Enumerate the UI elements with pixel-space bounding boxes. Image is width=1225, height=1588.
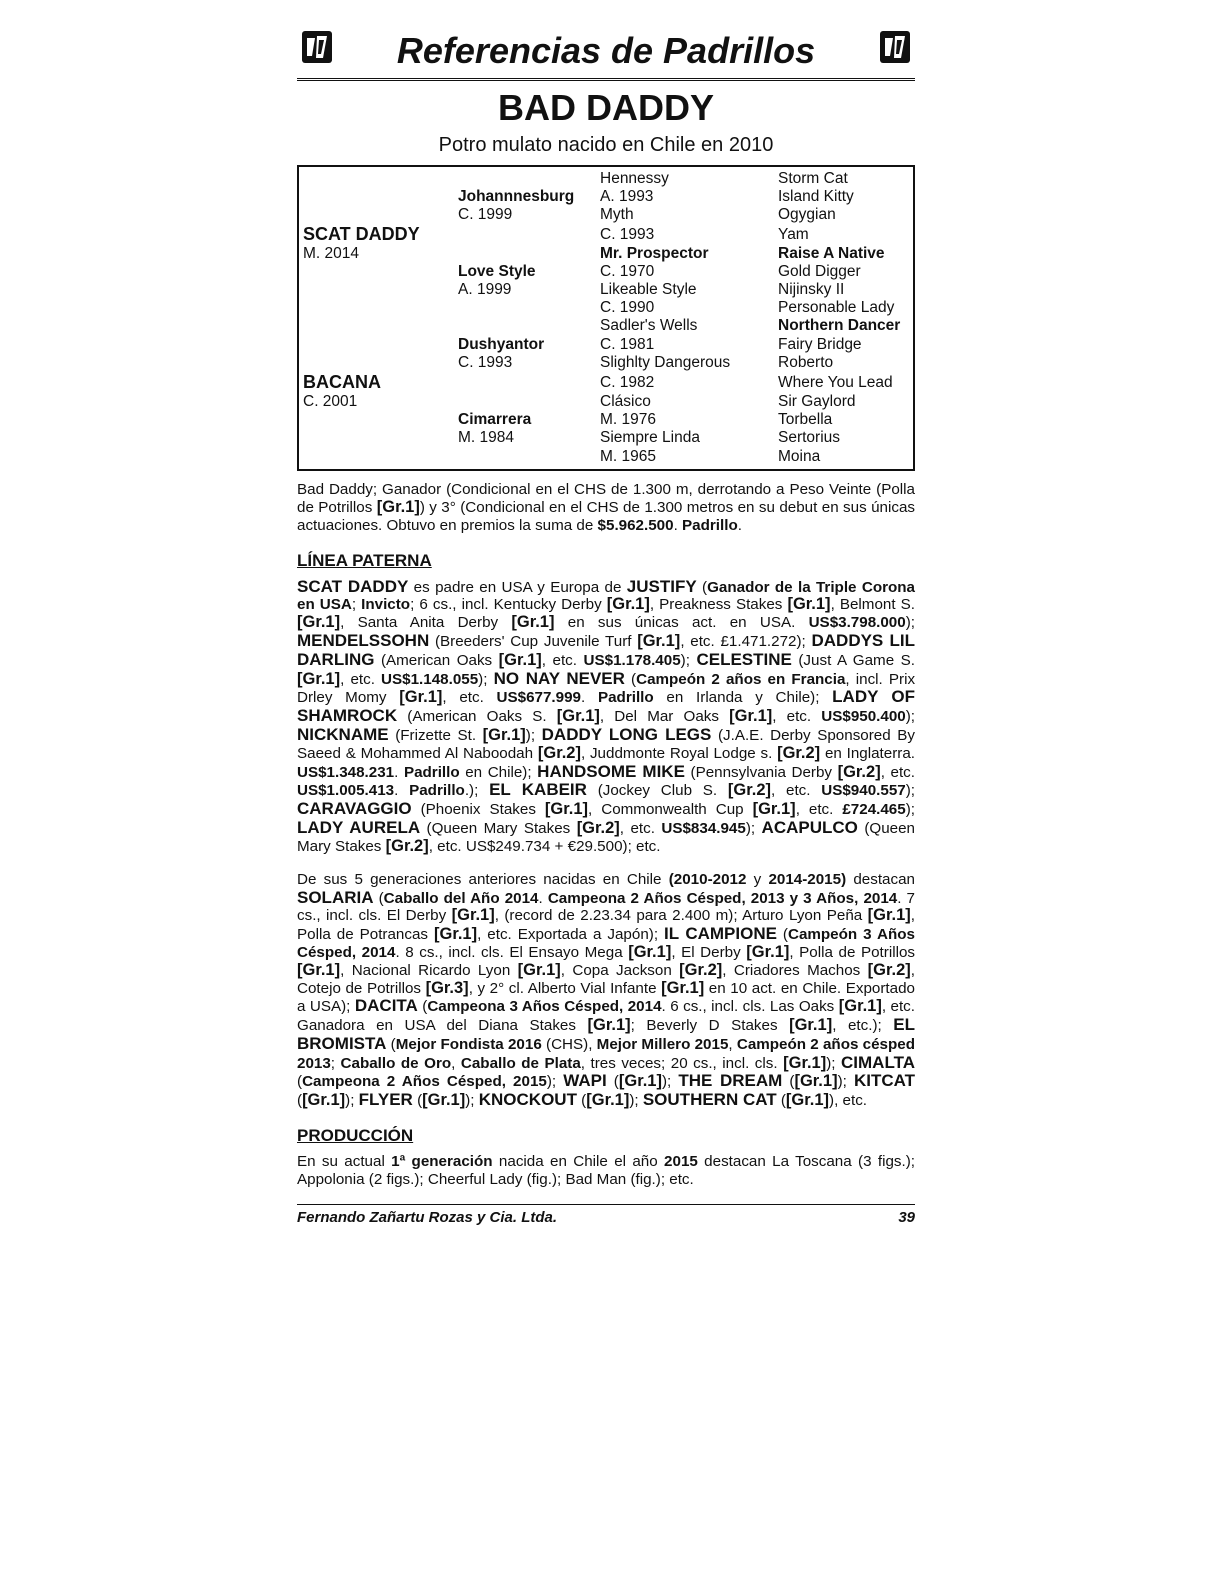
horse-description: Potro mulato nacido en Chile en 2010: [438, 134, 774, 156]
gen3-info: M. 1965: [600, 448, 657, 465]
page-header: [297, 22, 915, 81]
dam-sire-info: C. 1993: [458, 354, 513, 371]
gen3-info: C. 1990: [600, 299, 655, 316]
horse-name: BAD DADDY: [498, 87, 714, 128]
gen3-name: Myth: [600, 206, 634, 223]
dam-sire-name: Dushyantor: [458, 336, 545, 353]
gen4-name: Ogygian: [778, 206, 836, 223]
gen3-name: Siempre Linda: [600, 429, 700, 446]
gen4-name: Nijinsky II: [778, 281, 845, 298]
gen4-name: Northern Dancer: [778, 317, 901, 334]
footer-company: Fernando Zañartu Rozas y Cia. Ltda.: [297, 1209, 558, 1227]
gen4-name: Torbella: [778, 411, 833, 428]
document-page: [297, 22, 915, 1226]
gen4-name: Where You Lead: [778, 374, 893, 391]
page-footer: [297, 1204, 915, 1226]
gen3-info: A. 1993: [600, 188, 654, 205]
sire-sire-name: Johannnesburg: [458, 188, 575, 205]
section-heading-linea: LÍNEA PATERNA: [297, 550, 432, 570]
gen3-name: Slighlty Dangerous: [600, 354, 731, 371]
gen3-info: C. 1982: [600, 374, 655, 391]
sire-sire-info: C. 1999: [458, 206, 513, 223]
gen4-name: Personable Lady: [778, 299, 895, 316]
intro-paragraph: Bad Daddy; Ganador (Condicional en el CHS de 1.300 m, derrotando a Peso Veinte (Polla de Potrillos [Gr.1]) y 3° (Condicional en el CHS de 1.300 metros en su debut en sus únicas actuaciones. Obtuvo en premios la suma de $5.962.500. Padrillo.: [297, 481, 915, 534]
gen3-name: Sadler's Wells: [600, 317, 698, 334]
gen3-info: C. 1970: [600, 263, 655, 280]
sire-dam-name: Love Style: [458, 263, 536, 280]
produccion-paragraph: En su actual 1ª generación nacida en Chile el año 2015 destacan La Toscana (3 figs.); Appolonia (2 figs.); Cheerful Lady (fig.); Bad Man (fig.); etc.: [297, 1153, 915, 1189]
sire-info: M. 2014: [303, 245, 360, 262]
gen4-name: Storm Cat: [778, 170, 848, 187]
gen3-name: Hennessy: [600, 170, 669, 187]
dam-info: C. 2001: [303, 393, 358, 410]
linea-paragraph: SCAT DADDY es padre en USA y Europa de JUSTIFY (Ganador de la Triple Corona en USA; Invicto; 6 cs., incl. Kentucky Derby [Gr.1], Preakness Stakes [Gr.1], Belmont S. [Gr.1], Santa Anita Derby [Gr.1] en sus únicas act. en USA. US$3.798.000); MENDELSSOHN (Breeders' Cup Juvenile Turf [Gr.1], etc. £1.471.272); DADDYS LIL DARLING (American Oaks [Gr.1], etc. US$1.178.405); CELESTINE (Just A Game S. [Gr.1], etc. US$1.148.055); NO NAY NEVER (Campeón 2 años en Francia, incl. Prix Drley Momy [Gr.1], etc. US$677.999. Padrillo en Irlanda y Chile); LADY OF SHAMROCK (American Oaks S. [Gr.1], Del Mar Oaks [Gr.1], etc. US$950.400); NICKNAME (Frizette St. [Gr.1]); DADDY LONG LEGS (J.A.E. Derby Sponsored By Saeed & Mohammed Al Naboodah [Gr.2], Juddmonte Royal Lodge s. [Gr.2] en Inglaterra. US$1.348.231. Padrillo en Chile); HANDSOME MIKE (Pennsylvania Derby [Gr.2], etc. US$1.005.413. Padrillo.); EL KABEIR (Jockey Club S. [Gr.2], etc. US$940.557); CARAVAGGIO (Phoenix Stakes [Gr.1], Commonwealth Cup [Gr.1], etc. £724.465); LADY AURELA (Queen Mary Stakes [Gr.2], etc. US$834.945); ACAPULCO (Queen Mary Stakes [Gr.2], etc. US$249.734 + €29.500); etc.: [297, 576, 916, 855]
pedigree-table: [297, 165, 915, 471]
page-number: 39: [898, 1209, 915, 1227]
dam-dam-info: M. 1984: [458, 429, 515, 446]
gen3-info: M. 1976: [600, 411, 657, 428]
gen3-name: Mr. Prospector: [600, 245, 709, 262]
gen4-name: Moina: [778, 448, 821, 465]
gen3-name: Clásico: [600, 393, 651, 410]
gen4-name: Sir Gaylord: [778, 393, 856, 410]
generations-paragraph: De sus 5 generaciones anteriores nacidas en Chile (2010-2012 y 2014-2015) destacan SOLARIA (Caballo del Año 2014. Campeona 2 Años Césped, 2013 y 3 Años, 2014. 7 cs., incl. cls. El Derby [Gr.1], (record de 2.23.34 para 2.400 m); Arturo Lyon Peña [Gr.1], Polla de Potrancas [Gr.1], etc. Exportada a Japón); IL CAMPIONE (Campeón 3 Años Césped, 2014. 8 cs., incl. cls. El Ensayo Mega [Gr.1], El Derby [Gr.1], Polla de Potrillos [Gr.1], Nacional Ricardo Lyon [Gr.1], Copa Jackson [Gr.2], Criadores Machos [Gr.2], Cotejo de Potrillos [Gr.3], y 2° cl. Alberto Vial Infante [Gr.1] en 10 act. en Chile. Exportado a USA); DACITA (Campeona 3 Años Césped, 2014. 6 cs., incl. cls. Las Oaks [Gr.1], etc. Ganadora en USA del Diana Stakes [Gr.1]; Beverly D Stakes [Gr.1], etc.); EL BROMISTA (Mejor Fondista 2016 (CHS), Mejor Millero 2015, Campeón 2 años césped 2013; Caballo de Oro, Caballo de Plata, tres veces; 20 cs., incl. cls. [Gr.1]); CIMALTA (Campeona 2 Años Césped, 2015); WAPI ([Gr.1]); THE DREAM ([Gr.1]); KITCAT ([Gr.1]); FLYER ([Gr.1]); KNOCKOUT ([Gr.1]); SOUTHERN CAT ([Gr.1]), etc.: [297, 870, 916, 1110]
gen4-name: Yam: [778, 226, 809, 243]
dam-name: BACANA: [303, 372, 381, 392]
gen3-info: C. 1981: [600, 336, 655, 353]
gen4-name: Island Kitty: [778, 188, 854, 205]
gen4-name: Fairy Bridge: [778, 336, 862, 353]
gen3-name: Likeable Style: [600, 281, 697, 298]
gen4-name: Gold Digger: [778, 263, 861, 280]
logo-icon: [879, 30, 911, 64]
gen3-info: C. 1993: [600, 226, 655, 243]
section-heading-produccion: PRODUCCIÓN: [297, 1126, 414, 1146]
sire-name: SCAT DADDY: [303, 224, 420, 244]
gen4-name: Sertorius: [778, 429, 841, 446]
page-title: Referencias de Padrillos: [396, 30, 816, 71]
sire-dam-info: A. 1999: [458, 281, 512, 298]
dam-dam-name: Cimarrera: [458, 411, 532, 428]
gen4-name: Raise A Native: [778, 245, 885, 262]
gen4-name: Roberto: [778, 354, 834, 371]
